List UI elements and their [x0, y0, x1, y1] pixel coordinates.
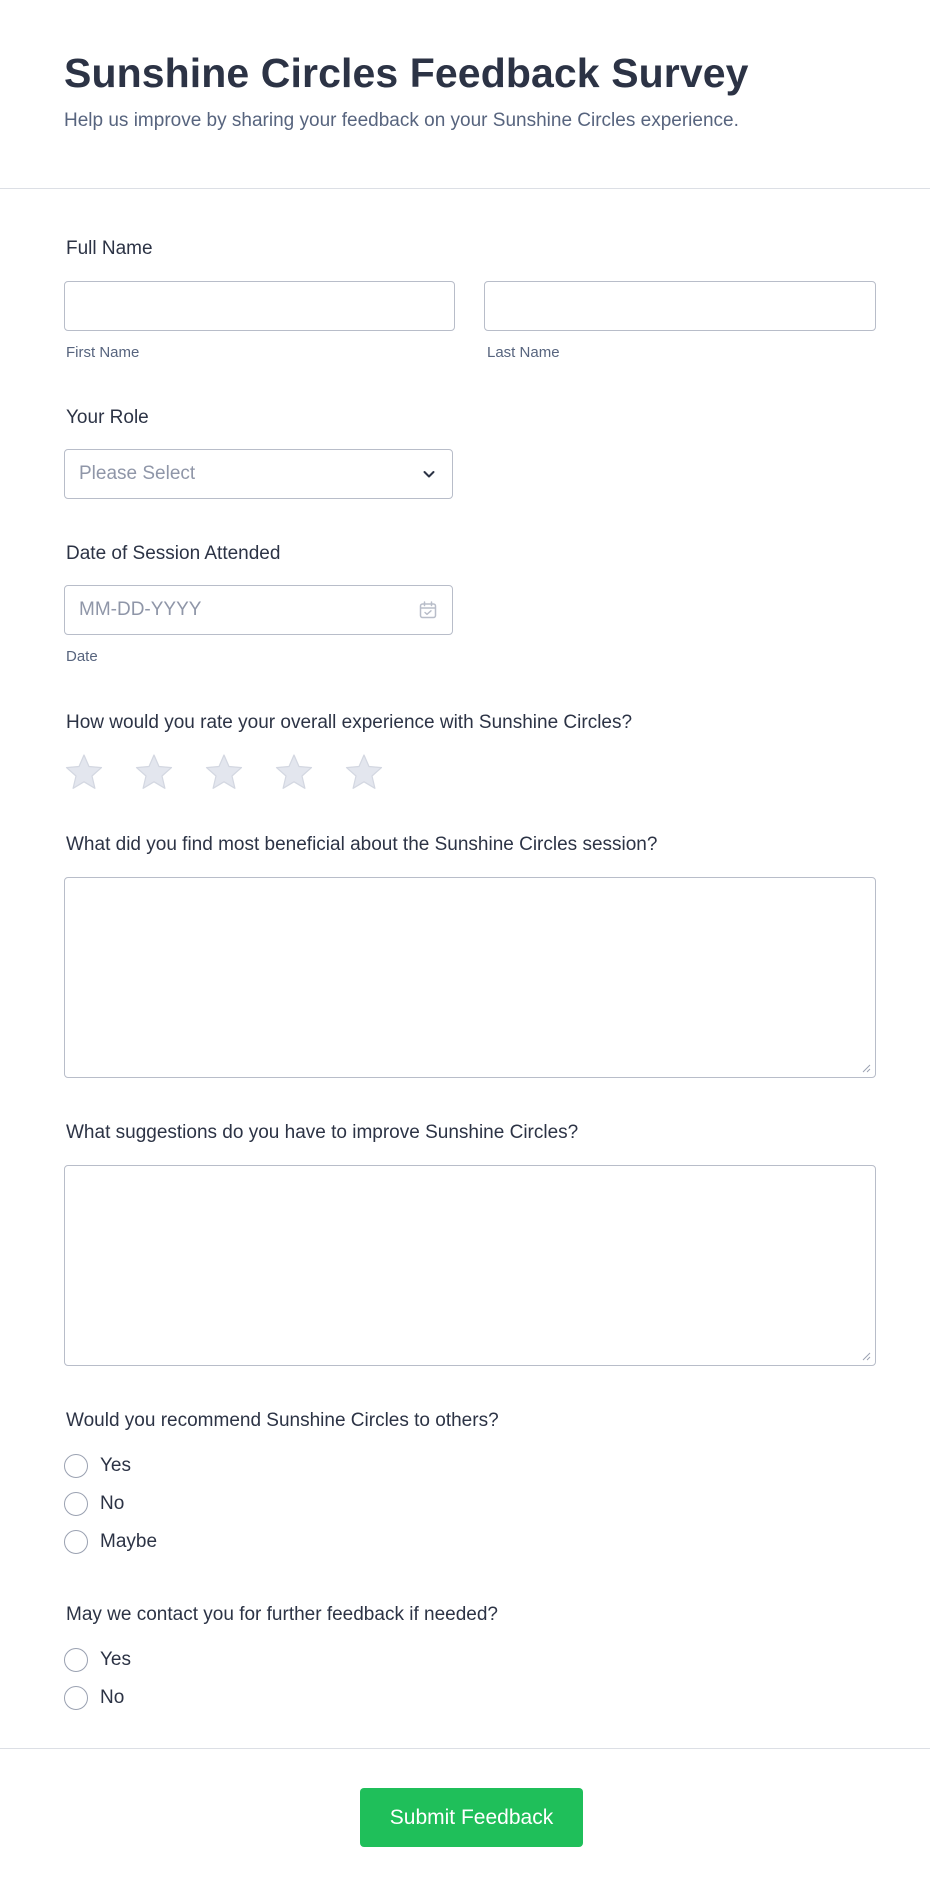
star-icon[interactable]	[274, 752, 314, 792]
page-subtitle: Help us improve by sharing your feedback on your Sunshine Circles experience.	[64, 110, 739, 131]
radio-label: Yes	[100, 1455, 131, 1476]
form-header	[0, 0, 930, 189]
rating-label: How would you rate your overall experience with Sunshine Circles?	[66, 712, 633, 733]
form-footer	[0, 1748, 930, 1894]
session-date-sublabel: Date	[66, 648, 98, 665]
suggestions-label: What suggestions do you have to improve Sunshine Circles?	[66, 1122, 579, 1143]
recommend-label: Would you recommend Sunshine Circles to others?	[66, 1410, 499, 1431]
beneficial-textarea[interactable]	[64, 877, 876, 1078]
full-name-label: Full Name	[66, 238, 153, 259]
beneficial-label: What did you find most beneficial about the Sunshine Circles session?	[66, 834, 658, 855]
radio-button[interactable]	[64, 1454, 88, 1478]
radio-label: No	[100, 1687, 125, 1708]
radio-button[interactable]	[64, 1686, 88, 1710]
last-name-sublabel: Last Name	[487, 344, 560, 361]
star-icon[interactable]	[204, 752, 244, 792]
session-date-field	[64, 585, 453, 635]
last-name-input[interactable]	[484, 281, 876, 331]
recommend-option-yes[interactable]	[64, 1454, 131, 1478]
session-date-input[interactable]	[79, 599, 418, 621]
submit-feedback-button[interactable]: Submit Feedback	[360, 1788, 583, 1847]
chevron-down-icon	[420, 465, 438, 483]
radio-button[interactable]	[64, 1648, 88, 1672]
role-label: Your Role	[66, 407, 149, 428]
contact-option-yes[interactable]	[64, 1648, 131, 1672]
radio-button[interactable]	[64, 1530, 88, 1554]
star-icon[interactable]	[134, 752, 174, 792]
recommend-option-maybe[interactable]	[64, 1530, 157, 1554]
suggestions-textarea[interactable]	[64, 1165, 876, 1366]
first-name-sublabel: First Name	[66, 344, 140, 361]
calendar-icon[interactable]	[418, 600, 438, 620]
radio-button[interactable]	[64, 1492, 88, 1516]
page-title: Sunshine Circles Feedback Survey	[64, 50, 749, 96]
star-icon[interactable]	[64, 752, 104, 792]
radio-label: No	[100, 1493, 125, 1514]
session-date-label: Date of Session Attended	[66, 543, 281, 564]
radio-label: Yes	[100, 1649, 131, 1670]
first-name-input[interactable]	[64, 281, 455, 331]
star-icon[interactable]	[344, 752, 384, 792]
role-select[interactable]	[64, 449, 453, 499]
contact-option-no[interactable]	[64, 1686, 124, 1710]
radio-label: Maybe	[100, 1531, 158, 1552]
star-rating	[64, 752, 384, 792]
recommend-option-no[interactable]	[64, 1492, 124, 1516]
contact-label: May we contact you for further feedback if needed?	[66, 1604, 498, 1625]
role-select-value: Please Select	[79, 463, 196, 484]
